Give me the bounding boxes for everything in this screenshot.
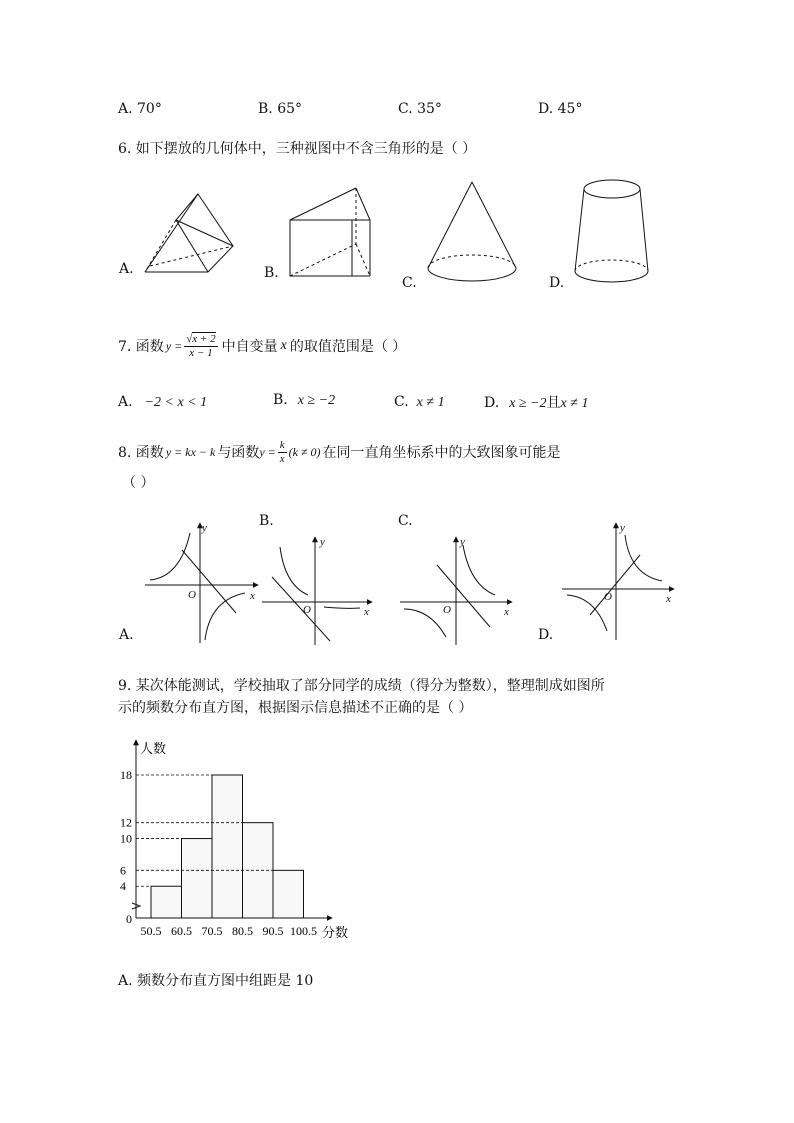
q7-stem <box>118 326 406 366</box>
q7-prefix: 7. 函数 <box>118 339 164 355</box>
figure-triangular-prism-a <box>145 194 233 272</box>
graph-a <box>145 522 258 643</box>
q8-y-equals: y = <box>259 444 276 459</box>
q8-label-b: B. <box>259 513 274 529</box>
histogram-bar <box>151 886 182 918</box>
q5-option-d: D. 45° <box>538 101 583 117</box>
q8-fraction <box>278 439 287 466</box>
q8-stem <box>118 434 561 470</box>
histogram-bar <box>182 839 213 918</box>
q8-suffix: 在同一直角坐标系中的大致图象可能是 <box>322 445 561 461</box>
q7-suffix-2: 的取值范围是（ ） <box>289 339 407 355</box>
q8-prefix: 8. 函数 <box>118 445 164 461</box>
histogram-y-tick: 18 <box>120 768 132 782</box>
q8-numerator: k <box>279 438 285 451</box>
figure-triangular-prism-a-extra <box>145 220 233 272</box>
q9-stem-line2: 示的频数分布直方图，根据图示信息描述不正确的是（ ） <box>118 700 473 716</box>
graph-d-x-label: x <box>666 593 671 605</box>
histogram-y-tick: 10 <box>120 831 132 846</box>
q8-linear-function: y = kx − k <box>165 444 216 459</box>
histogram-x-tick: 100.5 <box>290 924 317 938</box>
q7-numerator: x + 2 <box>192 332 216 345</box>
q8-mid: 与函数 <box>217 445 260 461</box>
q5-option-a: A. 70° <box>118 101 162 117</box>
graph-c-origin: O <box>443 604 451 616</box>
q6-label-d: D. <box>549 275 565 291</box>
graph-d <box>562 522 674 640</box>
histogram-x-tick: 50.5 <box>140 924 162 938</box>
q9-option-a: A. 频数分布直方图中组距是 10 <box>118 973 314 989</box>
q7-variable: x <box>280 338 287 353</box>
q6-label-a: A. <box>119 261 134 277</box>
histogram-x-tick: 90.5 <box>262 924 284 938</box>
q8-label-a: A. <box>119 627 134 643</box>
histogram-x-tick: 70.5 <box>201 924 223 938</box>
q6-label-c: C. <box>402 275 417 291</box>
q7-option-d: D. x ≥ −2且x ≠ 1 <box>484 395 589 411</box>
q6-stem: 6. 如下摆放的几何体中，三种视图中不含三角形的是（ ） <box>118 141 477 157</box>
q7-option-c: C. x ≠ 1 <box>394 394 445 410</box>
graph-a-x-label: x <box>250 590 255 602</box>
q7-denominator: x − 1 <box>189 346 213 359</box>
q5-option-c: C. 35° <box>398 101 442 117</box>
histogram-y-tick: 4 <box>120 879 126 894</box>
q7-option-b: B. x ≥ −2 <box>273 392 336 408</box>
q6-label-b: B. <box>264 265 279 281</box>
graph-b-y-label: y <box>320 536 325 548</box>
graph-a-origin: O <box>188 589 196 601</box>
histogram-y-tick: 0 <box>126 912 132 926</box>
q9-stem-line1: 9. 某次体能测试，学校抽取了部分同学的成绩（得分为整数），整理制成如图所 <box>118 678 605 694</box>
q5-option-b: B. 65° <box>258 101 303 117</box>
graph-d-origin: O <box>604 591 612 603</box>
histogram-chart <box>110 735 380 945</box>
histogram-x-tick: 80.5 <box>232 924 253 938</box>
histogram-bars <box>151 775 304 918</box>
graph-c-y-label: y <box>460 536 465 548</box>
histogram-y-label: 人数 <box>140 742 167 757</box>
q8-label-d: D. <box>538 627 554 643</box>
histogram-x-label: 分数 <box>322 926 349 941</box>
q8-condition: (k ≠ 0) <box>288 444 321 459</box>
graph-b-origin: O <box>303 604 311 616</box>
q7-suffix: 中自变量 <box>221 339 278 355</box>
histogram-y-tick: 12 <box>120 815 132 830</box>
q6-figures <box>0 170 794 300</box>
figure-cone <box>428 182 516 281</box>
histogram-bar <box>273 870 304 918</box>
graph-b <box>262 536 372 645</box>
graph-a-y-label: y <box>202 522 207 534</box>
q8-denominator: x <box>279 452 285 465</box>
q7-fraction <box>184 333 217 360</box>
graph-c-x-label: x <box>504 606 509 618</box>
q7-numerator-sqrt: √x + 2 <box>186 332 216 345</box>
q8-label-c: C. <box>398 513 413 529</box>
q7-option-a: A. −2 < x < 1 <box>118 394 208 410</box>
histogram-bar <box>212 775 243 918</box>
q8-paren: （ ） <box>122 475 155 491</box>
graph-b-x-label: x <box>364 606 369 618</box>
histogram-x-tick: 60.5 <box>171 924 192 938</box>
graph-c <box>400 536 512 645</box>
figure-frustum <box>575 180 648 282</box>
histogram-y-tick: 6 <box>120 863 126 878</box>
q7-y-equals: y = <box>165 338 183 353</box>
graph-d-y-label: y <box>620 522 625 534</box>
figure-triangular-prism-b <box>290 188 370 276</box>
